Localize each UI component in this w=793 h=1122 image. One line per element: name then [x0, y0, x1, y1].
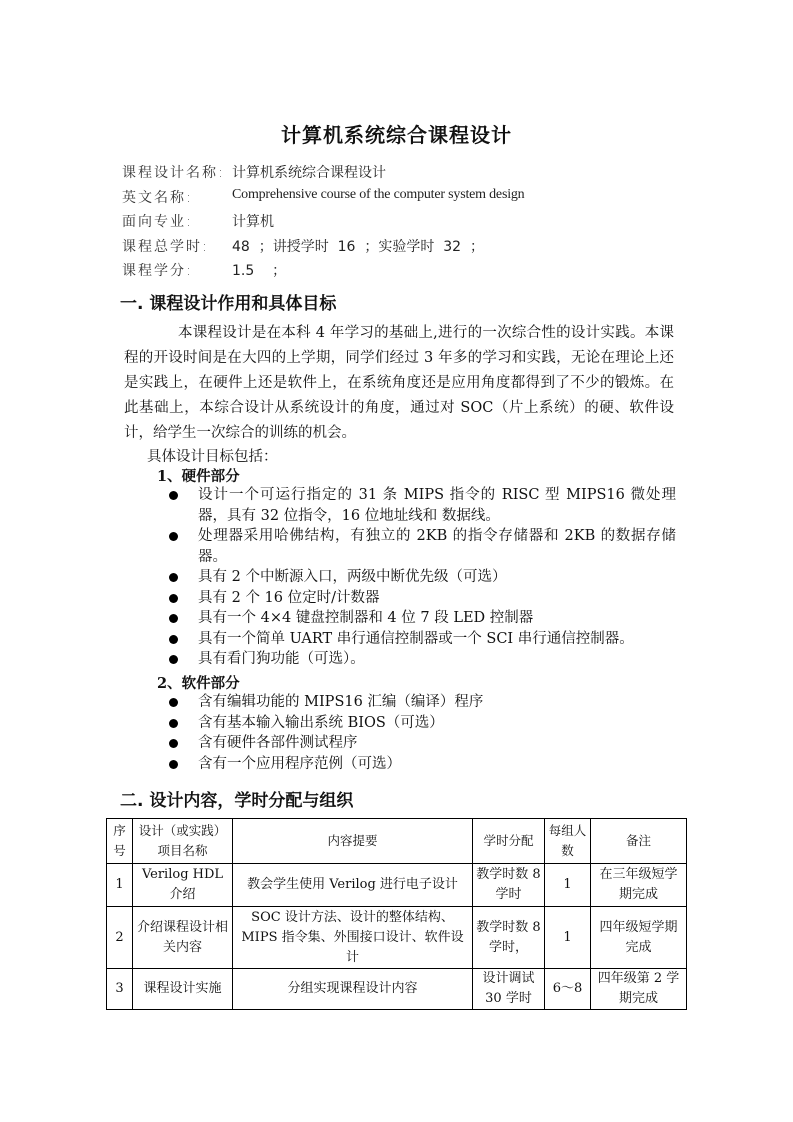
list-item: 具有 2 个 16 位定时/计数器: [166, 588, 676, 609]
meta-label-major: 面向专业:: [122, 214, 193, 230]
list-item: 含有基本输入输出系统 BIOS（可选）: [166, 713, 676, 734]
bullet-icon: [169, 573, 178, 582]
meta-value-course-name: 计算机系统综合课程设计: [232, 165, 386, 181]
header-project-name: 设计（或实践）项目名称: [133, 819, 233, 864]
list-item: 具有一个 4×4 键盘控制器和 4 位 7 段 LED 控制器: [166, 608, 676, 629]
software-list: [166, 692, 676, 774]
section1-paragraph: 本课程设计是在本科 4 年学习的基础上,进行的一次综合性的设计实践。本课程的开设时间是在大四的上学期，同学们经过 3 年多的学习和实践，无论在理论上还是实践上，在硬件上还是软件上，在系统角度还是应用角度都得到了不少的锻炼。在此基础上，本综合设计从系统设计的角度，通过对 SOC（片上系统）的硬、软件设计，给学生一次综合的训练的机会。: [124, 325, 674, 441]
bullet-icon: [169, 635, 178, 644]
meta-label-total-hours: 课程总学时:: [122, 239, 209, 255]
bullet-icon: [169, 698, 178, 707]
meta-value-total-hours: 48 ；讲授学时 16 ；实验学时 32 ；: [232, 239, 484, 255]
bullet-icon: [169, 719, 178, 728]
software-heading: 2、软件部分: [157, 675, 240, 692]
list-item: 含有编辑功能的 MIPS16 汇编（编译）程序: [166, 692, 676, 713]
bullet-icon: [169, 532, 178, 541]
bullet-icon: [169, 594, 178, 603]
meta-label-credits: 课程学分:: [122, 263, 193, 279]
list-item: 含有硬件各部件测试程序: [166, 733, 676, 754]
document-title: 计算机系统综合课程设计: [281, 123, 512, 147]
list-item: 设计一个可运行指定的 31 条 MIPS 指令的 RISC 型 MIPS16 微处理器，具有 32 位指令，16 位地址线和 数据线。: [166, 485, 676, 526]
table-header-row: [107, 819, 687, 864]
list-item: 含有一个应用程序范例（可选）: [166, 754, 676, 775]
bullet-icon: [169, 614, 178, 623]
header-notes: 备注: [591, 819, 687, 864]
meta-value-major: 计算机: [232, 214, 274, 230]
header-hours: 学时分配: [473, 819, 545, 864]
list-item: 处理器采用哈佛结构，有独立的 2KB 的指令存储器和 2KB 的数据存储器。: [166, 526, 676, 567]
meta-value-english-name: Comprehensive course of the computer system design: [232, 187, 525, 202]
header-index: 序号: [107, 819, 133, 864]
header-summary: 内容提要: [233, 819, 473, 864]
meta-label-course-name: 课程设计名称:: [122, 165, 225, 181]
schedule-table: [106, 818, 687, 1010]
goals-intro: 具体设计目标包括：: [147, 449, 278, 465]
section1-heading: 一. 课程设计作用和具体目标: [120, 294, 337, 314]
bullet-icon: [169, 760, 178, 769]
meta-value-credits: 1.5 ；: [232, 263, 287, 279]
meta-label-english-name: 英文名称:: [122, 190, 193, 206]
hardware-list: [166, 485, 676, 670]
bullet-icon: [169, 491, 178, 500]
table-row: 2 介绍课程设计相关内容 SOC 设计方法、设计的整体结构、MIPS 指令集、外围接口设计、软件设计 教学时数 8 学时， 1 四年级短学期完成: [107, 907, 687, 969]
list-item: 具有 2 个中断源入口，两级中断优先级（可选）: [166, 567, 676, 588]
list-item: 具有一个简单 UART 串行通信控制器或一个 SCI 串行通信控制器。: [166, 629, 676, 650]
bullet-icon: [169, 739, 178, 748]
hardware-heading: 1、硬件部分: [157, 468, 240, 485]
header-group-size: 每组人数: [545, 819, 591, 864]
list-item: 具有看门狗功能（可选）。: [166, 649, 676, 670]
bullet-icon: [169, 655, 178, 664]
table-row: 1 Verilog HDL 介绍 教会学生使用 Verilog 进行电子设计 教学时数 8 学时 1 在三年级短学期完成: [107, 864, 687, 907]
section2-heading: 二. 设计内容，学时分配与组织: [120, 791, 354, 811]
table-row: 3 课程设计实施 分组实现课程设计内容 设计调试 30 学时 6～8 四年级第 2 学期完成: [107, 969, 687, 1010]
